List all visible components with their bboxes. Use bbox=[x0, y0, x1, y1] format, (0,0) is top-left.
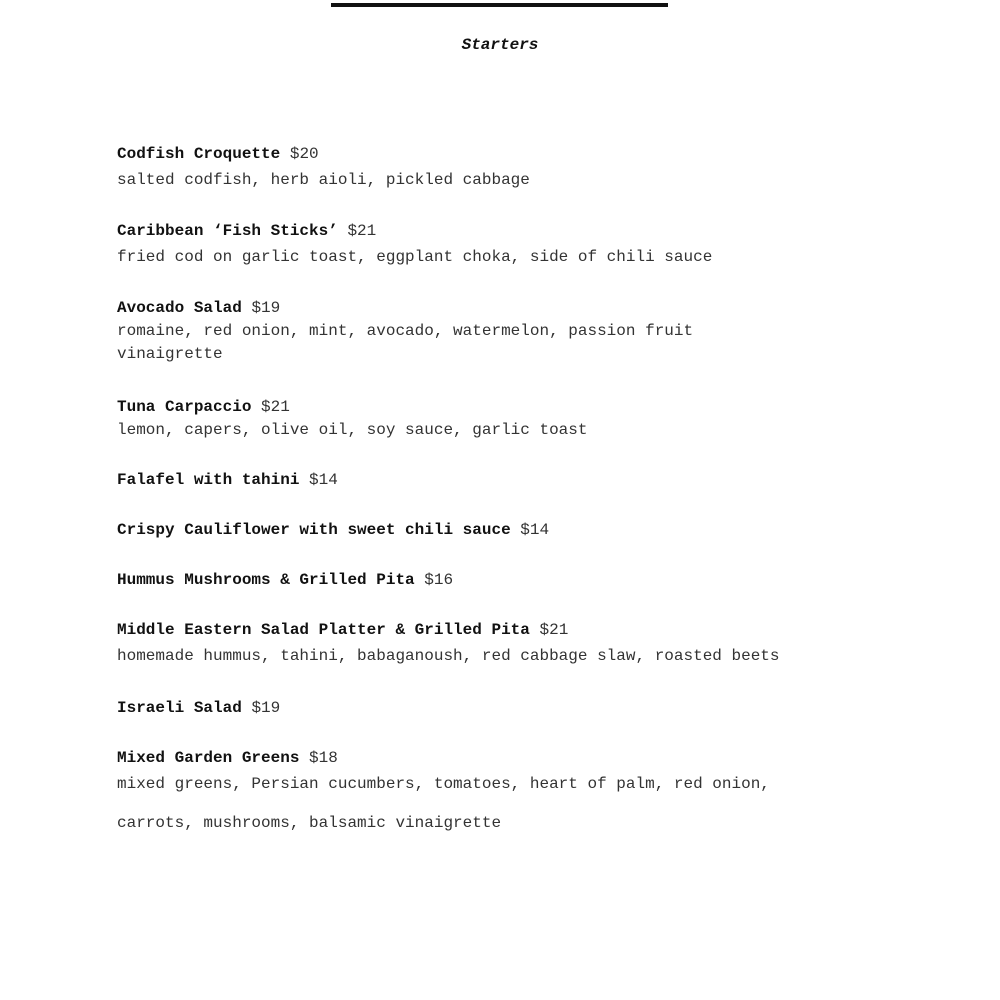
item-price: $16 bbox=[424, 571, 454, 589]
menu-item-israeli-salad bbox=[117, 697, 917, 719]
item-name: Codfish Croquette bbox=[117, 145, 281, 163]
item-name: Israeli Salad bbox=[117, 699, 242, 717]
item-header bbox=[117, 747, 917, 769]
item-name: Caribbean ‘Fish Sticks’ bbox=[117, 222, 338, 240]
item-header bbox=[117, 297, 917, 319]
menu-item-mixed-garden-greens bbox=[117, 747, 917, 835]
item-price: $14 bbox=[309, 471, 338, 489]
menu-item-falafel bbox=[117, 469, 917, 491]
section-title: Starters bbox=[461, 36, 539, 54]
item-price: $21 bbox=[261, 398, 290, 416]
item-price: $14 bbox=[520, 521, 550, 539]
item-header bbox=[117, 519, 917, 541]
item-price: $20 bbox=[289, 145, 319, 163]
item-header bbox=[117, 569, 917, 591]
item-description: homemade hummus, tahini, babaganoush, red cabbage slaw, roasted beets bbox=[117, 647, 780, 665]
item-description: lemon, capers, olive oil, soy sauce, garlic toast bbox=[117, 421, 588, 439]
item-header bbox=[117, 469, 917, 491]
menu-item-crispy-cauliflower bbox=[117, 519, 917, 541]
item-name: Crispy Cauliflower with sweet chili sauce bbox=[117, 521, 511, 539]
item-header bbox=[117, 619, 917, 641]
item-description bbox=[117, 773, 897, 835]
item-name: Hummus Mushrooms & Grilled Pita bbox=[117, 571, 415, 589]
item-price: $18 bbox=[309, 749, 338, 767]
item-name: Falafel with tahini bbox=[117, 471, 300, 489]
menu-item-codfish-croquette bbox=[117, 143, 917, 192]
item-header bbox=[117, 697, 917, 719]
menu-item-middle-eastern-platter bbox=[117, 619, 917, 668]
menu-item-avocado-salad bbox=[117, 297, 917, 366]
item-description: salted codfish, herb aioli, pickled cabbage bbox=[117, 171, 530, 189]
item-header bbox=[117, 396, 917, 418]
header-rule bbox=[331, 3, 668, 7]
item-name: Mixed Garden Greens bbox=[117, 749, 300, 767]
item-name: Tuna Carpaccio bbox=[117, 398, 252, 416]
menu-item-tuna-carpaccio bbox=[117, 396, 917, 442]
item-price: $21 bbox=[539, 621, 569, 639]
menu-item-caribbean-fish-sticks bbox=[117, 220, 917, 269]
item-name: Avocado Salad bbox=[117, 299, 242, 317]
description-line-2: carrots, mushrooms, balsamic vinaigrette bbox=[117, 814, 502, 832]
description-line-1: mixed greens, Persian cucumbers, tomatoes, heart of palm, red onion, bbox=[117, 775, 770, 793]
item-description: romaine, red onion, mint, avocado, watermelon, passion fruit vinaigrette bbox=[117, 322, 694, 363]
item-header bbox=[117, 143, 917, 165]
item-description: fried cod on garlic toast, eggplant choka, side of chili sauce bbox=[117, 248, 713, 266]
item-price: $21 bbox=[347, 222, 377, 240]
menu-item-hummus-mushrooms bbox=[117, 569, 917, 591]
item-name: Middle Eastern Salad Platter & Grilled Pita bbox=[117, 621, 530, 639]
item-price: $19 bbox=[251, 299, 281, 317]
item-header bbox=[117, 220, 917, 242]
item-price: $19 bbox=[251, 699, 281, 717]
